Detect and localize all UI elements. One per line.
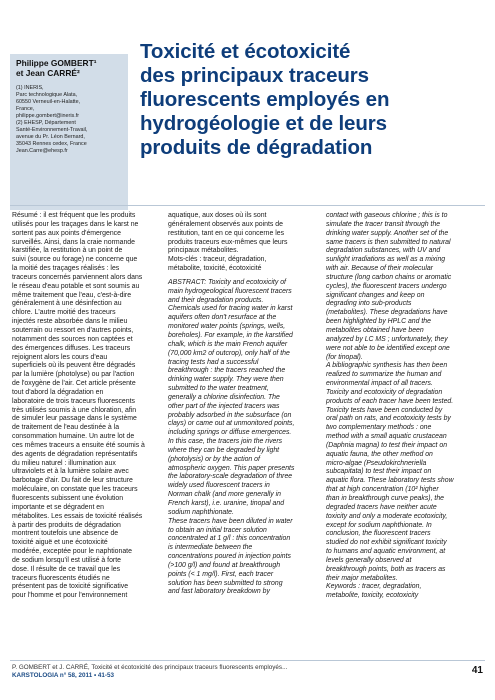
resume-line: toxicité aiguë et une écotoxicité [12, 539, 108, 547]
abstract-line: cycles), the fluorescent tracers undergo [326, 282, 447, 290]
resume-line: chlore. L'autre moitié des traceurs [12, 309, 116, 317]
abstract-line: micro-algae (Pseudokirchneriella [326, 459, 427, 467]
resume-line: laboratoire de trois traceurs fluorescents [12, 397, 135, 405]
abstract-line: the laboratory-scale degradation of three [168, 473, 293, 481]
resume-line: des agents de dégradation représentatifs [12, 450, 138, 458]
abstract-line: and fast laboratory breakdown by [168, 588, 270, 596]
abstract-line: been highlighted by HPLC and the [326, 318, 431, 326]
header-rule [10, 205, 485, 206]
abstract-line: widely used fluorescent tracers in [168, 482, 270, 490]
affiliation-line: 60550 Verneuil-en-Halatte, [16, 99, 81, 105]
resume-line: sortent pas aux points d'émergence [12, 229, 121, 237]
resume-line: métabolites. Les essais de toxicité réalisés [12, 512, 143, 520]
resume-line: suivi (source ou forage) ne concerne que [12, 256, 138, 264]
abstract-line: points (< 1 mg/l). First, each tracer [168, 570, 274, 578]
resume-line: dose. Il résulte de ce travail que les [12, 565, 121, 573]
abstract-line: metabolites obtained have been [326, 326, 424, 334]
resume-line: moléculaire, on constate que les traceurs [12, 486, 138, 494]
abstract-line: generally a chlorine disinfection. The [168, 393, 280, 401]
abstract-line: degradation substances, with UV and [326, 247, 441, 255]
abstract-line: breakthrough points, both as tracers as [326, 565, 446, 573]
abstract-line: including springs or diffuse emergences. [168, 429, 292, 437]
abstract-line: drinking water supply. Another set of the [326, 229, 449, 237]
abstract-line: except for sodium naphthionate. In [326, 521, 432, 529]
resume-line: traceurs concernés parviennent alors dans [12, 273, 143, 281]
resume-line: rejoignent alors les cours d'eau [12, 353, 108, 361]
title-line: des principaux traceurs [140, 64, 369, 87]
resume-line: notamment des sources non captées et [12, 335, 133, 343]
resume-line: métabolite, toxicité, écotoxicité [168, 265, 262, 273]
resume-line: consommation humaine. Un autre lot de [12, 433, 135, 441]
resume-line: superficiels où ils peuvent être dégradés [12, 362, 136, 370]
column-1-resume [12, 212, 155, 601]
title-line: Toxicité et écotoxicité [140, 40, 351, 63]
abstract-line: breakthrough : the tracers reached the [168, 367, 286, 375]
resume-line: Résumé : il est fréquent que les produits [12, 212, 136, 219]
abstract-line: clays) or came out at unmonitored points, [168, 420, 295, 428]
author-name-1: Philippe GOMBERT¹ [16, 58, 97, 68]
footer-rule [10, 660, 485, 661]
resume-line: du milieu naturel : illumination aux [12, 459, 116, 467]
abstract-line: degrading into sub-products [326, 300, 412, 308]
resume-line: Mots-clés : traceur, dégradation, [168, 256, 267, 264]
abstract-line: analyzed by LC MS ; unfortunately, they [326, 335, 448, 343]
abstract-line: with air. Because of their molecular [326, 265, 433, 273]
abstract-line: Norman chalk (and more generally in [168, 491, 281, 499]
affiliation-line: avenue du Pr. Léon Bernard, [16, 134, 85, 140]
abstract-line: method with a small aquatic crustacean [326, 433, 447, 441]
footer-journal: KARSTOLOGIA n° 58, 2011 • 41-53 [12, 672, 115, 679]
abstract-line: contact with gaseous chlorine ; this is to [326, 212, 448, 219]
abstract-line: probably adsorbed in the subsurface (on [168, 411, 292, 419]
resume-line: injectés reste absorbée dans le milieu [12, 318, 128, 326]
resume-line: produits traceurs eux-mêmes que leurs [168, 238, 288, 246]
title-line: fluorescents employés en [140, 88, 390, 111]
abstract-line: Keywords : tracer, degradation, [326, 583, 422, 591]
abstract-line: where they can be degraded by light [168, 446, 280, 454]
resume-line: montrent toutefois une absence de [12, 530, 119, 538]
resume-line: principaux métabolites. [168, 247, 239, 255]
abstract-line: Toxicity and ecotoxicity of degradation [326, 388, 443, 396]
resume-line: traceurs fluorescents étudiés ne [12, 574, 110, 582]
resume-line: utilisés pour les traçages dans le karst ne [12, 220, 139, 228]
resume-line: karstifiée, la restitution à un point de [12, 247, 123, 255]
abstract-line: other part of the injected tracers was [168, 402, 280, 410]
affiliation-line: 35043 Rennes cedex, France [16, 141, 87, 147]
abstract-line: concentrations poured in injection points [168, 553, 291, 561]
abstract-line: submitted to the water treatment, [168, 385, 269, 393]
abstract-line: studied do not exhibit significant toxicity [326, 539, 447, 547]
resume-line: barbotage d'air. Du fait de leur structure [12, 477, 133, 485]
abstract-line: realized to summarize the human and [326, 371, 442, 379]
abstract-line: solution has been submitted to strong [168, 579, 283, 587]
resume-line: aquatique, aux doses où ils sont [168, 212, 267, 219]
resume-line: très utilisés soumis à une chloration, afin [12, 406, 137, 414]
abstract-line: than in breakthrough curve peaks), the [326, 495, 444, 502]
abstract-line: environmental impact of all tracers. [326, 380, 433, 388]
abstract-line: boreholes). For example, in the karstified [168, 331, 293, 339]
abstract-line: two complementary methods : one [326, 424, 432, 432]
abstract-line: products of each tracer have been tested. [326, 397, 454, 405]
abstract-line: concentrated at 1 g/l : this concentration [168, 535, 291, 543]
abstract-line: levels generally observed at [326, 556, 412, 564]
abstract-line: aquifers often don't resurface at the [168, 314, 277, 322]
column-3-abstract [326, 212, 469, 601]
resume-line: de traitement de l'eau destinée à la [12, 424, 120, 432]
abstract-line: Chemicals used for tracing water in karst [168, 305, 293, 313]
abstract-line: A bibliographic synthesis has then been [326, 362, 448, 370]
resume-line: surveillés. Ainsi, dans la craie normande [12, 238, 135, 246]
title-line: produits de dégradation [140, 136, 373, 159]
abstract-line: is intermediate between the [168, 544, 253, 552]
affiliation-line: Parc technologique Alata, [16, 92, 78, 98]
title-line: hydrogéologie et de leurs [140, 112, 387, 135]
abstract-line: aquatic flora. These laboratory tests show [326, 477, 454, 485]
resume-line: fluorescents subissent une évolution [12, 495, 124, 502]
abstract-line: that at high concentration (10² higher [326, 486, 439, 494]
affiliation-line: Jean.Carre@ehesp.fr [16, 148, 68, 154]
abstract-line: main hydrogeological fluorescent tracers [168, 287, 292, 295]
resume-line: ultraviolets et à la lumière solaire avec [12, 468, 129, 476]
abstract-line: (photolysis) or by the action of [168, 455, 260, 463]
abstract-line: aquatic fauna, the other method on [326, 450, 433, 458]
abstract-line: (Daphnia magna) to test their impact on [326, 441, 448, 449]
abstract-line: toxicity and only a moderate ecotoxicity, [326, 512, 448, 520]
affiliation-line: philippe.gombert@ineris.fr [16, 113, 80, 119]
resume-line: souterrain ou ressort en d'autres points, [12, 326, 134, 334]
resume-line: le réseau d'eau potable et sont soumis au [12, 282, 140, 290]
resume-line: tout d'abord la dégradation en [12, 388, 104, 396]
abstract-line: monitored water points (springs, wells, [168, 323, 286, 331]
abstract-line: oral path on rats, and ecotoxicity tests by [326, 415, 451, 423]
abstract-line: degraded tracers have neither acute [326, 503, 437, 511]
abstract-line: were not able to be identified except one [326, 344, 450, 352]
abstract-line: metabolite, toxicity, ecotoxicity [326, 592, 419, 600]
abstract-line: chalk, which is the main French aquifer [168, 340, 288, 348]
resume-line: même traitement que l'eau, c'est-à-dire [12, 291, 132, 299]
abstract-line: and their degradation products. [168, 296, 264, 304]
abstract-line: conclusion, the fluorescent tracers [326, 530, 431, 538]
resume-line: restitution, tant en ce qui concerne les [168, 229, 285, 237]
abstract-line: atmospheric oxygen. This paper presents [168, 464, 295, 472]
footer [12, 664, 442, 680]
resume-line: ces mêmes traceurs a ensuite été soumis à [12, 441, 145, 449]
abstract-line: ABSTRACT: Toxicity and ecotoxicity of [168, 278, 286, 286]
resume-line: modérée, exceptée pour le naphtionate [12, 548, 132, 556]
article-title [140, 40, 485, 160]
abstract-line: same tracers is then submitted to natural [326, 238, 451, 246]
resume-line: à partir des produits de dégradation [12, 521, 121, 529]
abstract-line: simulate the tracer transit through the [326, 220, 441, 228]
abstract-line: French karst), i.e. uranine, tinopal and [168, 500, 285, 507]
abstract-line: tracing tests had a successful [168, 358, 259, 366]
resume-line: de l'oxygène de l'air. Cet article présente [12, 380, 136, 388]
abstract-line: Toxicity tests have been conducted by [326, 406, 443, 414]
abstract-line: (70,000 km2 of outcrop), only half of the [168, 349, 290, 357]
abstract-line: to obtain an initial tracer solution [168, 526, 267, 534]
abstract-line: to humans and aquatic environment, at [326, 548, 446, 556]
abstract-line: subcapitata) to test their impact on [326, 468, 432, 476]
resume-line: importante et se dégradent en [12, 503, 104, 511]
abstract-line: (metabolites). These degradations have [326, 309, 448, 317]
resume-line: de simuler leur passage dans le système [12, 415, 137, 423]
author-name-2: et Jean CARRÉ² [16, 68, 80, 78]
resume-line: de sodium lorsqu'il est utilisé à forte [12, 556, 121, 564]
abstract-line: (>100 g/l) and found at breakthrough [168, 561, 281, 569]
resume-line: par la lumière (photolyse) ou par l'action [12, 371, 135, 379]
resume-line: généralement à une désinfection au [12, 300, 122, 308]
affiliation-line: France, [16, 106, 35, 112]
abstract-line: In this case, the tracers join the rivers [168, 438, 283, 446]
affiliation-line: (1) INERIS, [16, 85, 44, 91]
footer-citation: P. GOMBERT et J. CARRÉ, Toxicité et écotoxicité des principaux traceurs fluorescents employés... [12, 664, 288, 671]
abstract-line: (for tinopal). [326, 353, 363, 361]
author-names [16, 58, 126, 78]
resume-line: des émergences diffuses. Les traceurs [12, 344, 131, 352]
resume-line: généralement observés aux points de [168, 220, 283, 228]
author-affiliations [16, 85, 124, 155]
page-number: 41 [471, 665, 483, 676]
column-2 [168, 212, 311, 597]
affiliation-line: Santé-Environnement-Travail, [16, 127, 88, 133]
abstract-line: significant changes and keep on [326, 291, 425, 299]
resume-line: pour l'homme et pour l'environnement [12, 592, 128, 600]
abstract-line: their major metabolites. [326, 574, 398, 582]
abstract-line: structure (long carbon chains or aromatic [326, 273, 452, 281]
abstract-line: drinking water supply. They were then [168, 376, 284, 384]
abstract-line: sunlight irradiations as well as a mixing [326, 256, 446, 264]
abstract-line: These tracers have been diluted in water [168, 517, 293, 525]
abstract-line: sodium naphthionate. [168, 508, 234, 516]
affiliation-line: (2) EHESP, Département [16, 120, 76, 126]
resume-line: présentent pas de toxicité significative [12, 583, 129, 591]
resume-line: la moitié des traçages réalisés : les [12, 265, 120, 273]
